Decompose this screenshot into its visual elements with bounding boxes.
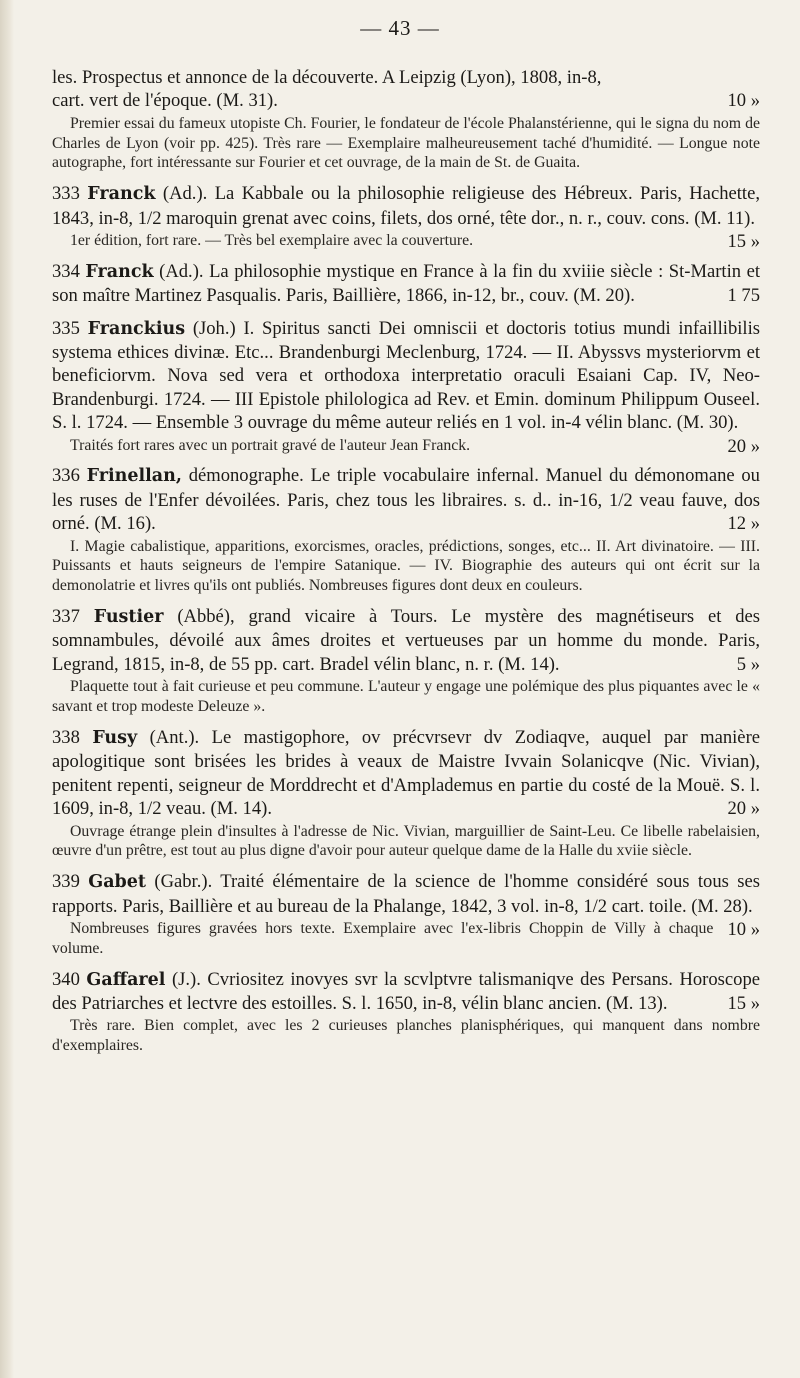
entry-note: 1er édition, fort rare. — Très bel exemplaire avec la couverture. <box>70 232 474 250</box>
entry-text: (Abbé), grand vicaire à Tours. Le mystère des magnétiseurs et des somnambules, dévoilé aux âmes droites et vertueuses par un homme du monde. Paris, Legrand, 1815, in-8, de 55 pp. cart. Bradel vélin blanc, n. r. (M. 14). <box>52 606 760 675</box>
catalogue-entry-333 <box>52 182 760 251</box>
entry-text: (Ad.). La philosophie mystique en France à la fin du xviiie siècle : St-Martin et son maître Martinez Pasqualis. Paris, Baillière, 1866, in-12, br., couv. (M. 20). <box>52 260 761 307</box>
entry-number: 335 <box>52 317 80 339</box>
entry-price: 5 » <box>736 653 760 675</box>
catalogue-entry-336 <box>52 464 760 596</box>
entry-description <box>52 726 760 821</box>
entry-price: 20 » <box>727 798 760 820</box>
entry-number: 336 <box>52 465 80 487</box>
catalogue-entry-337 <box>52 605 760 717</box>
entry-text: (J.). Cvriositez inovyes svr la scvlptvre talismaniqve des Persans. Horoscope des Patriarches et lectvre des estoilles. S. l. 1650, in-8, vélin blanc ancien. (M. 13). <box>52 968 760 1014</box>
entry-author: Frinellan, <box>86 466 182 487</box>
entry-text: (Ant.). Le mastigophore, ov précvrsevr dv Zodiaqve, auquel par manière apologitique sont brisées les brides à veaux de Maistre Ivvain Solanicqve (Nic. Vivian), penitent repenti, seigneur de Morddrecht et d'Amplademus en partie du costé de la Mouë. S. l. 1609, in-8, 1/2 veau. (M. 14). <box>52 726 761 820</box>
entry-number: 333 <box>52 183 80 205</box>
entry-price: 15 » <box>727 992 760 1014</box>
intro-line: cart. vert de l'époque. (M. 31). <box>52 90 278 112</box>
intro-line: les. Prospectus et annonce de la découverte. A Leipzig (Lyon), 1808, in-8, <box>52 67 602 88</box>
entry-number: 334 <box>52 260 80 282</box>
intro-text <box>52 66 760 113</box>
catalogue-entry-340 <box>52 968 760 1056</box>
entry-text: (Gabr.). Traité élémentaire de la science de l'homme considéré sous tous ses rapports. Paris, Baillière et au bureau de la Phalange, 1842, 3 vol. in-8, 1/2 cart. toile. (M. 28). <box>52 871 760 917</box>
entry-description <box>52 464 760 535</box>
entry-price: 10 » <box>727 918 760 940</box>
entry-number: 340 <box>52 968 80 990</box>
entry-author: Gaffarel <box>86 969 166 990</box>
entry-note: I. Magie cabalistique, apparitions, exorcismes, oracles, prédictions, songes, etc... II. Art divinatoire. — III. Puissants et hauts seigneurs de l'empire Satanique. — IV. Biographie des auteurs qui ont écrit sur la demonolatrie et livres qu'ils ont publiés. Nombreuses figures dont deux en couleurs. <box>52 537 760 595</box>
entry-author: Fusy <box>92 727 138 748</box>
catalogue-content <box>52 66 760 1065</box>
entry-note: Nombreuses figures gravées hors texte. Exemplaire avec l'ex-libris Choppin de Villy à chaque volume. <box>52 919 714 957</box>
entry-text: démonographe. Le triple vocabulaire infernal. Manuel du démonomane ou les ruses de l'Enfer dévoilées. Paris, chez tous les libraires. s. d.. in-16, 1/2 veau fauve, dos orné. (M. 16). <box>52 465 760 535</box>
catalogue-entry-335 <box>52 317 760 456</box>
entry-note: Traités fort rares avec un portrait gravé de l'auteur Jean Franck. <box>70 436 471 454</box>
page-number: — 43 — <box>360 16 440 40</box>
entry-note: Plaquette tout à fait curieuse et peu commune. L'auteur y engage une polémique des plus piquantes avec le « savant et trop modeste Deleuze ». <box>52 678 760 716</box>
entry-author: Franck <box>87 184 156 205</box>
entry-price: 1 75 <box>727 285 760 307</box>
entry-author: Gabet <box>88 872 147 893</box>
page-binding-edge <box>0 0 14 1378</box>
entry-text: (Ad.). La Kabbale ou la philosophie religieuse des Hébreux. Paris, Hachette, 1843, in-8, 1/2 maroquin grenat avec coins, filets, dos orné, tête dor., n. r., couv. cons. (M. 11). <box>52 183 760 229</box>
catalogue-entry-338 <box>52 726 760 861</box>
entry-note: Ouvrage étrange plein d'insultes à l'adresse de Nic. Vivian, marguillier de Saint-Leu. Ce libelle rabelaisien, œuvre d'un prêtre, est tout au plus digne d'avoir pour auteur quelque dame de la Halle du xviie siècle. <box>52 822 760 860</box>
entry-number: 338 <box>52 726 80 748</box>
entry-description <box>52 968 760 1016</box>
intro-price-line <box>52 89 760 112</box>
entry-price: 15 » <box>727 231 760 253</box>
entry-note: Premier essai du fameux utopiste Ch. Fourier, le fondateur de l'école Phalanstérienne, qui le signa du nom de Charles de Lyon (voir pp. 425). Très rare — Exemplaire malheureusement taché d'humidité. — Longue note autographe, fort intéressante sur Fourier et cet ouvrage, de la main de St. de Guaita. <box>52 114 760 172</box>
intro-entry <box>52 66 760 173</box>
entry-number: 337 <box>52 606 80 628</box>
entry-description <box>52 605 760 676</box>
catalogue-entry-339 <box>52 870 760 958</box>
entry-price: 10 » <box>727 90 760 112</box>
entry-author: Franck <box>85 261 154 282</box>
entry-price: 12 » <box>727 513 760 535</box>
entry-note: Très rare. Bien complet, avec les 2 curieuses planches planisphériques, qui manquent dans nombre d'exemplaires. <box>52 1017 760 1055</box>
entry-price: 20 » <box>727 435 760 457</box>
entry-author: Franckius <box>87 318 186 339</box>
entry-author: Fustier <box>93 607 164 628</box>
entry-text: (Joh.) I. Spiritus sancti Dei omniscii et doctoris totius mundi infaillibilis systema ethices divinæ. Etc... Brandenburgi Meclenburg, 1724. — II. Abyssvs mysteriorvm et beneficiorvm. Nova sed vera et orthodoxa interpretatio oraculi Esaiani Cap. IV, Neo-Brandenburgi. 1724. — III Epistole philologica ad Rev. et Emin. dominum Philippum Ouseel. S. l. 1724. — Ensemble 3 ouvrage du même auteur reliés en 1 vol. in-4 vélin blanc. (M. 30). <box>52 317 760 434</box>
catalogue-entry-334 <box>52 260 760 308</box>
entry-number: 339 <box>52 871 80 893</box>
entry-description <box>52 260 760 308</box>
